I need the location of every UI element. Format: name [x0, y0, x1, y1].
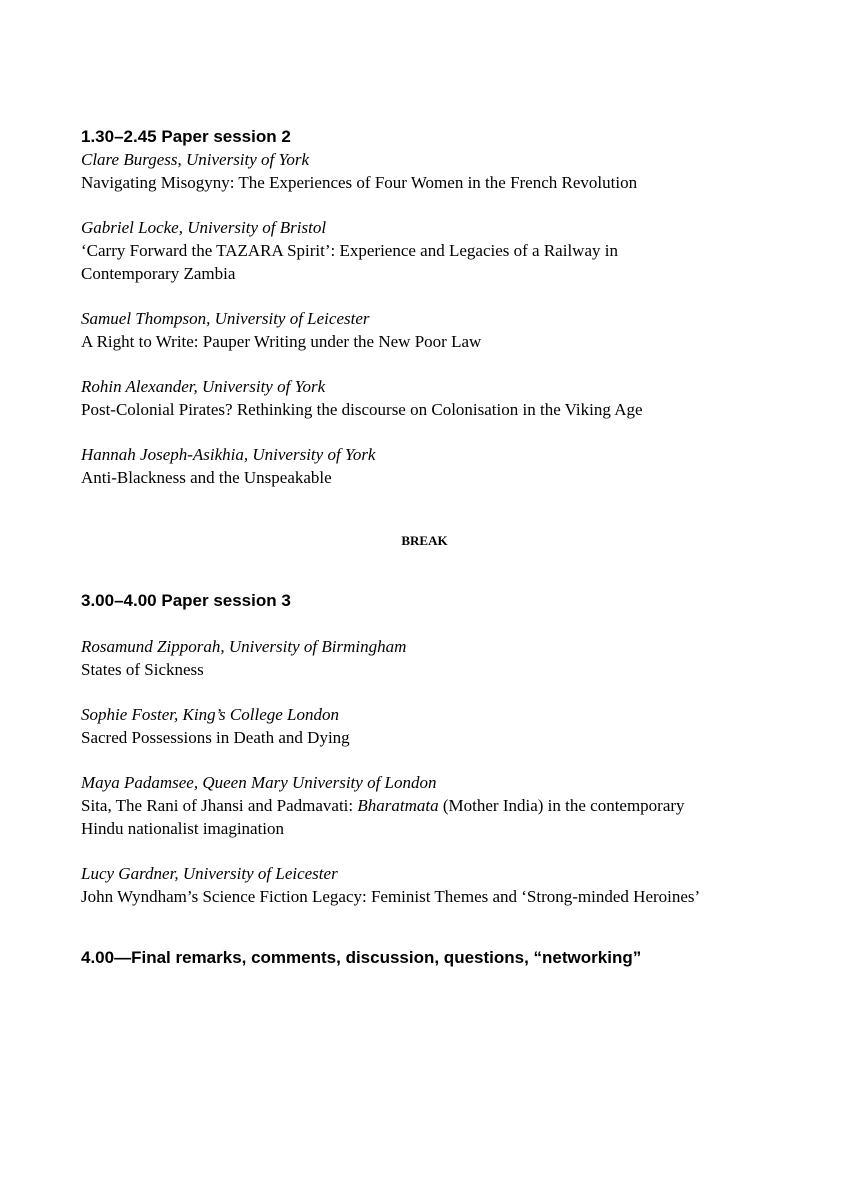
- paper-speaker: Maya Padamsee, Queen Mary University of London: [81, 773, 437, 792]
- paper-title: John Wyndham’s Science Fiction Legacy: Feminist Themes and ‘Strong-minded Heroines’: [81, 887, 701, 906]
- paper-title: Sacred Possessions in Death and Dying: [81, 728, 350, 747]
- paper-title-prefix: Sita, The Rani of Jhansi and Padmavati:: [81, 796, 358, 815]
- paper-entry: [81, 703, 781, 749]
- paper-speaker: Hannah Joseph-Asikhia, University of York: [81, 445, 376, 464]
- paper-entry: [81, 771, 781, 840]
- paper-speaker: Clare Burgess, University of York: [81, 150, 310, 169]
- paper-title: Post-Colonial Pirates? Rethinking the discourse on Colonisation in the Viking Age: [81, 400, 643, 419]
- paper-speaker: Gabriel Locke, University of Bristol: [81, 218, 327, 237]
- paper-entry: [81, 148, 781, 194]
- final-remarks-heading: 4.00—Final remarks, comments, discussion, questions, “networking”: [81, 948, 642, 967]
- paper-title-line-2: Contemporary Zambia: [81, 264, 236, 283]
- paper-speaker: Rosamund Zipporah, University of Birmingham: [81, 637, 407, 656]
- paper-entry: [81, 216, 781, 285]
- paper-speaker: Samuel Thompson, University of Leicester: [81, 309, 370, 328]
- paper-speaker: Sophie Foster, King’s College London: [81, 705, 339, 724]
- paper-title-line-1: ‘Carry Forward the TAZARA Spirit’: Experience and Legacies of a Railway in: [81, 241, 618, 260]
- paper-entry: [81, 443, 781, 489]
- paper-entry: [81, 375, 781, 421]
- paper-speaker: Rohin Alexander, University of York: [81, 377, 326, 396]
- paper-title: [81, 794, 781, 840]
- break-label: BREAK: [401, 533, 448, 548]
- paper-entry: [81, 307, 781, 353]
- session-3-heading: 3.00–4.00 Paper session 3: [81, 591, 291, 610]
- paper-speaker: Lucy Gardner, University of Leicester: [81, 864, 338, 883]
- paper-title: Anti-Blackness and the Unspeakable: [81, 468, 332, 487]
- programme-page: [81, 126, 781, 969]
- paper-title: Navigating Misogyny: The Experiences of Four Women in the French Revolution: [81, 173, 638, 192]
- paper-title: States of Sickness: [81, 660, 204, 679]
- paper-title: [81, 239, 781, 285]
- session-2-heading: 1.30–2.45 Paper session 2: [81, 127, 291, 146]
- paper-title-italic: Bharatmata: [357, 796, 439, 815]
- paper-title: A Right to Write: Pauper Writing under the New Poor Law: [81, 332, 482, 351]
- paper-entry: [81, 862, 781, 908]
- paper-entry: [81, 635, 781, 681]
- paper-title-suffix: (Mother India) in the contemporary: [438, 796, 685, 815]
- paper-title-line-2: Hindu nationalist imagination: [81, 819, 285, 838]
